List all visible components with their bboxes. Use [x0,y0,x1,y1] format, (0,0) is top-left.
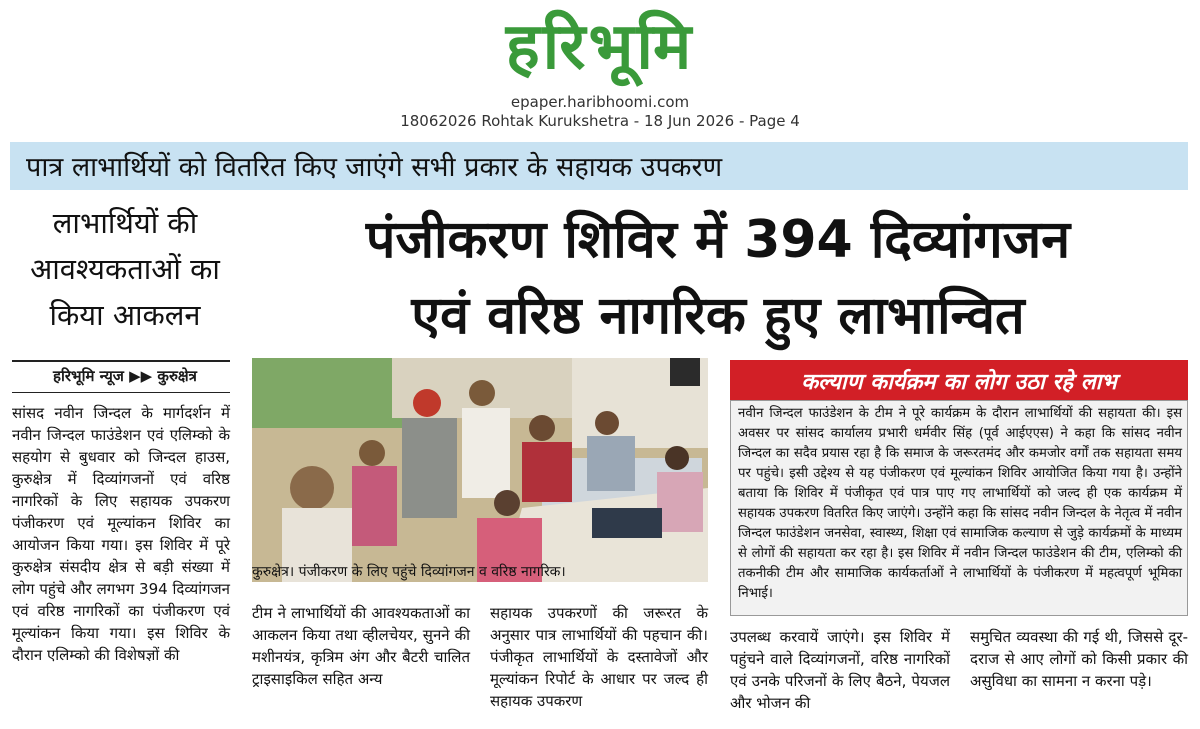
sidebar-body: नवीन जिन्दल फाउंडेशन के टीम ने पूरे कार्यक्रम के दौरान लाभार्थियों की सहायता की। इस अवसर पर सांसद कार्यालय प्रभारी धर्मवीर सिंह (पूर्व आईएएस) ने कहा कि सांसद नवीन जिन्दल का सदैव प्रयास रहा है कि समाज के जरूरतमंद और कमजोर वर्गों तक सहायता समय पर पहुंचे। इसी उद्देश्य से यह पंजीकरण एवं मूल्यांकन शिविर आयोजित किया गया है। उन्होंने बताया कि शिविर में पंजीकृत एवं पात्र पाए गए लाभार्थियों को जल्द ही एक कार्यक्रम में सहायक उपकरण वितरित किए जाएंगे। उन्होंने कहा कि सांसद नवीन जिन्दल के नेतृत्व में नवीन जिन्दल फाउंडेशन जनसेवा, स्वास्थ्य, शिक्षा एवं सामाजिक कल्याण से जुड़े कार्यक्रमों के माध्यम से लोगों की सहायता कर रहा है। इस शिविर में नवीन जिन्दल फाउंडेशन की टीम, एलिम्को की तकनीकी टीम और सामाजिक कार्यकर्ताओं ने लाभार्थियों के पंजीकरण में महत्वपूर्ण भूमिका निभाई। [738,406,1182,601]
photo-illustration [252,358,708,582]
headline-line-2: एवं वरिष्ठ नागरिक हुए लाभान्वित [411,286,1025,346]
article-column-4: उपलब्ध करवायें जाएंगे। इस शिविर में पहुंचने वाले दिव्यांगजनों, वरिष्ठ नागरिकों एवं उनके परिजनों के लिए बैठने, पेयजल और भोजन की [730,628,950,712]
article-column-3: सहायक उपकरणों की जरूरत के अनुसार पात्र लाभार्थियों की पहचान की। पंजीकृत लाभार्थियों के दस्तावेजों और मूल्यांकन रिपोर्ट के आधार पर जल्द ही सहायक उपकरण [490,604,708,710]
strapline: पात्र लाभार्थियों को वितरित किए जाएंगे सभी प्रकार के सहायक उपकरण [26,152,723,183]
article-column-5: समुचित व्यवस्था की गई थी, जिससे दूर-दराज से आए लोगों को किसी प्रकार की असुविधा का सामना न करना पड़े। [970,628,1188,690]
byline-rule-top [12,360,230,362]
article-column-1: सांसद नवीन जिन्दल के मार्गदर्शन में नवीन जिन्दल फाउंडेशन एवं एलिम्को के सहयोग से बुधवार को जिन्दल हाउस, कुरुक्षेत्र में दिव्यांगजनों एवं वरिष्ठ नागरिकों के लिए सहायक उपकरण पंजीकरण एवं मूल्यांकन शिविर का आयोजन किया गया। इस शिविर में पूरे कुरुक्षेत्र संसदीय क्षेत्र से बड़ी संख्या में लोग पहुंचे और लगभग 394 दिव्यांगजन एवं वरिष्ठ नागरिकों का पंजीकरण एवं मूल्यांकन किया गया। इस शिविर के दौरान एलिम्को की विशेषज्ञों की [12,404,230,664]
article-column-2: टीम ने लाभार्थियों की आवश्यकताओं का आकलन किया तथा व्हीलचेयर, सुनने की मशीनयंत्र, कृत्रिम अंग और बैटरी चालित ट्राइसाइकिल सहित अन्य [252,604,470,688]
byline: हरिभूमि न्यूज ▶▶ कुरुक्षेत्र [53,367,197,385]
newspaper-logo: हरिभूमि [505,9,695,84]
headline-line-1: पंजीकरण शिविर में 394 दिव्यांगजन [365,210,1071,270]
side-heading: लाभार्थियों की आवश्यकताओं का किया आकलन [30,206,220,332]
epaper-site: epaper.haribhoomi.com [510,93,690,111]
sidebar-heading: कल्याण कार्यक्रम का लोग उठा रहे लाभ [801,370,1117,395]
edition-info: 18062026 Rohtak Kurukshetra - 18 Jun 2026 - Page 4 [400,112,800,130]
photo-caption: कुरुक्षेत्र। पंजीकरण के लिए पहुंचे दिव्यांगजन व वरिष्ठ नागरिक। [252,564,566,580]
news-photo [252,358,708,582]
headline [248,202,1188,354]
byline-rule-bottom [12,392,230,393]
